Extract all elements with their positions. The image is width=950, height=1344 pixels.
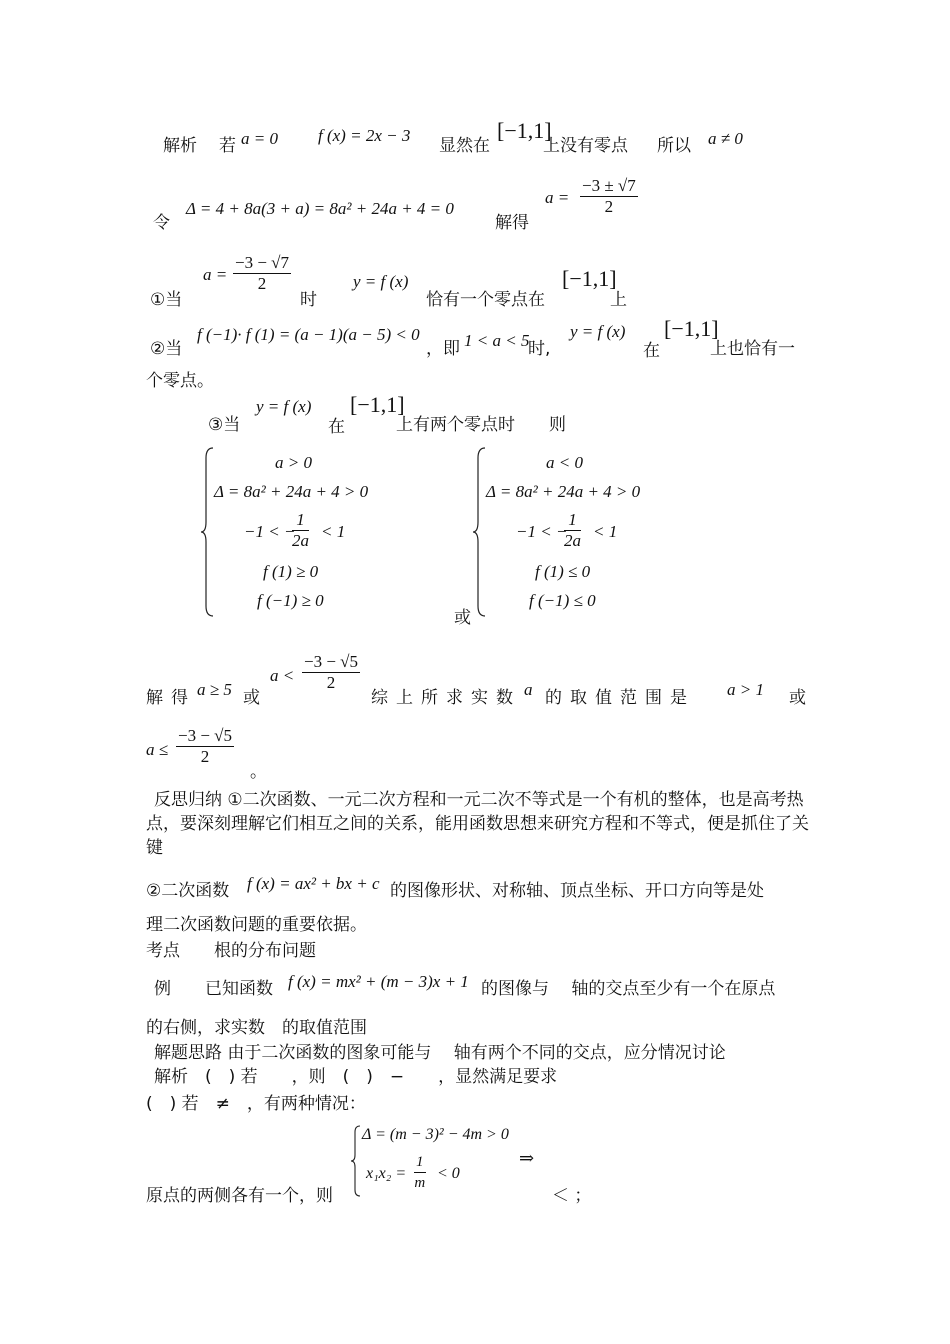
sysB-row4: f (1) ≤ 0 xyxy=(535,562,591,581)
fraction-minus-root7 xyxy=(233,253,291,294)
sysB-row3-right: < 1 xyxy=(593,522,618,541)
sysB-row3-left: −1 < − xyxy=(516,522,568,541)
text-also-one: 上也恰有一 xyxy=(710,339,795,359)
fraction-denominator: 2a xyxy=(292,531,309,550)
text-ze: 则 xyxy=(549,415,566,435)
text-ji: ，即 xyxy=(426,339,460,359)
p2-suffix: 的图像形状、对称轴、顶点坐标、开口方向等是处 xyxy=(390,881,764,901)
sysA-row3-right: < 1 xyxy=(321,522,346,541)
sysA-row1: a > 0 xyxy=(275,453,312,472)
text-shi: 时 xyxy=(300,290,317,310)
text-period: 。 xyxy=(250,762,267,782)
fraction-numerator: 1 xyxy=(564,510,581,531)
text-range-is: 的取值范围是 xyxy=(545,688,695,708)
fraction-denominator: 2 xyxy=(604,197,614,216)
example-func: f (x) = mx² + (m − 3)x + 1 xyxy=(288,972,469,991)
jiexi-case2: ( ) 若 ≠ ，有两种情况： xyxy=(146,1094,366,1114)
fraction-numerator: −3 − √5 xyxy=(304,652,359,671)
kaodian-heading: 考点 根的分布问题 xyxy=(146,941,316,961)
fraction-denominator: 2a xyxy=(564,531,581,550)
sysB-row2: Δ = 8a² + 24a + 4 > 0 xyxy=(486,482,641,501)
interval-1: [−1,1] xyxy=(664,316,719,341)
text-ling: 令 xyxy=(153,213,170,233)
sysB-row3-frac xyxy=(564,510,581,551)
brace-left-b xyxy=(472,446,488,622)
fraction-denominator: 2 xyxy=(257,274,267,293)
cond-a-zero: a = 0 xyxy=(241,129,278,148)
silu-line: 解题思路 由于二次函数的图象可能与 轴有两个不同的交点，应分情况讨论 xyxy=(154,1043,726,1063)
func-y-fx: y = f (x) xyxy=(256,397,312,416)
fraction-minus-root5 xyxy=(302,652,360,693)
brace-icon xyxy=(350,1124,362,1198)
text-one-zero: 恰有一个零点在 xyxy=(426,290,545,310)
brace-left-a xyxy=(200,446,216,622)
sysC-row1: Δ = (m − 3)² − 4m > 0 xyxy=(362,1126,509,1143)
fraction-denominator: 2 xyxy=(200,747,210,766)
a-equals: a = xyxy=(545,188,570,207)
cond-a-gt-1: a > 1 xyxy=(727,680,764,699)
brace-left-c xyxy=(350,1124,362,1202)
a-less-than: a < xyxy=(270,666,295,685)
brace-icon xyxy=(200,446,216,618)
interval-1: [−1,1] xyxy=(562,266,617,291)
example-suffix: 的图像与 轴的交点至少有一个在原点 xyxy=(481,979,776,999)
a-equals: a = xyxy=(203,265,228,284)
fansi-paragraph: 反思归纳 ①二次函数、一元二次方程和一元二次不等式是一个有机的整体，也是高考热点，要深刻理解它们相互之间的关系，能用函数思想来研究方程和不等式，便是抓住了关键 xyxy=(146,790,809,858)
fraction-numerator: 1 xyxy=(414,1152,426,1173)
text-zai: 在 xyxy=(643,341,660,361)
text-huo: 或 xyxy=(454,608,471,628)
text-jiede: 解得 xyxy=(146,688,196,708)
func-f-2x-3: f (x) = 2x − 3 xyxy=(318,126,411,145)
var-a: a xyxy=(524,680,533,699)
sysB-row1: a < 0 xyxy=(546,453,583,472)
delta-equation: Δ = 4 + 8a(3 + a) = 8a² + 24a + 4 = 0 xyxy=(186,199,454,218)
text-shang: 上 xyxy=(610,290,627,310)
sysC-row2-right: < 0 xyxy=(437,1165,460,1182)
sysA-row2: Δ = 8a² + 24a + 4 > 0 xyxy=(214,482,369,501)
text-no-zero: 上没有零点 xyxy=(543,136,628,156)
text-zai: 在 xyxy=(328,417,345,437)
fraction-numerator: 1 xyxy=(292,510,309,531)
fraction-numerator: −3 ± √7 xyxy=(582,176,636,195)
last-line-text: 原点的两侧各有一个，则 xyxy=(146,1186,333,1206)
text-ruo: 若 xyxy=(219,136,236,156)
cond-a-ge-5: a ≥ 5 xyxy=(197,680,232,699)
sysA-row5: f (−1) ≥ 0 xyxy=(257,591,324,610)
sysB-row5: f (−1) ≤ 0 xyxy=(529,591,596,610)
fraction-denominator: 2 xyxy=(326,673,336,692)
concl-a-neq-0: a ≠ 0 xyxy=(708,129,743,148)
fraction-root7 xyxy=(580,176,638,217)
fraction-denominator: m xyxy=(414,1175,426,1191)
a-less-equal: a ≤ xyxy=(146,740,169,759)
func-y-fx: y = f (x) xyxy=(570,322,626,341)
interval-1: [−1,1] xyxy=(497,118,552,143)
p2-func: f (x) = ax² + bx + c xyxy=(247,874,380,893)
implies-arrow: ⇒ xyxy=(519,1148,535,1168)
last-line-lt: ＜ ； xyxy=(552,1186,592,1206)
p2-line2: 理二次函数问题的重要依据。 xyxy=(146,915,367,935)
text-huo: 或 xyxy=(789,688,806,708)
fraction-numerator: −3 − √5 xyxy=(178,726,233,745)
text-jiede: 解得 xyxy=(495,213,529,233)
product-expression: f (−1)· f (1) = (a − 1)(a − 5) < 0 xyxy=(197,325,420,344)
func-y-fx: y = f (x) xyxy=(353,272,409,291)
text-two-zeros: 上有两个零点时 xyxy=(396,415,515,435)
text-case2: ②当 xyxy=(150,339,183,359)
label-jiexi: 解析 xyxy=(163,136,197,156)
text-suoyi: 所以 xyxy=(657,136,691,156)
p2-prefix: ②二次函数 xyxy=(146,881,230,901)
text-huo: 或 xyxy=(243,688,260,708)
sysA-row4: f (1) ≥ 0 xyxy=(263,562,319,581)
example-prefix: 例 已知函数 xyxy=(154,979,273,999)
brace-icon xyxy=(472,446,488,618)
text-shi: 时, xyxy=(528,339,551,359)
jiexi-case1: 解析 ( ) 若 ，则 ( ) − ，显然满足要求 xyxy=(154,1067,558,1087)
sysA-row3-frac xyxy=(292,510,309,551)
text-zongshang: 综上所求实数 xyxy=(371,688,521,708)
sysA-row3-left: −1 < − xyxy=(244,522,296,541)
sysC-row2-left: x₁x₂ = xyxy=(366,1165,407,1182)
fraction-numerator: −3 − √7 xyxy=(235,253,290,272)
interval-1: [−1,1] xyxy=(350,392,405,417)
text-ge-zero: 个零点。 xyxy=(146,371,214,391)
range-1-5: 1 < a < 5 xyxy=(464,331,530,350)
sysC-row2-frac xyxy=(414,1152,426,1193)
text-case1: ①当 xyxy=(150,290,183,310)
example-line2: 的右侧，求实数 的取值范围 xyxy=(146,1018,367,1038)
text-xianran: 显然在 xyxy=(439,136,490,156)
text-case3: ③当 xyxy=(208,415,241,435)
fraction-minus-root5 xyxy=(176,726,234,767)
